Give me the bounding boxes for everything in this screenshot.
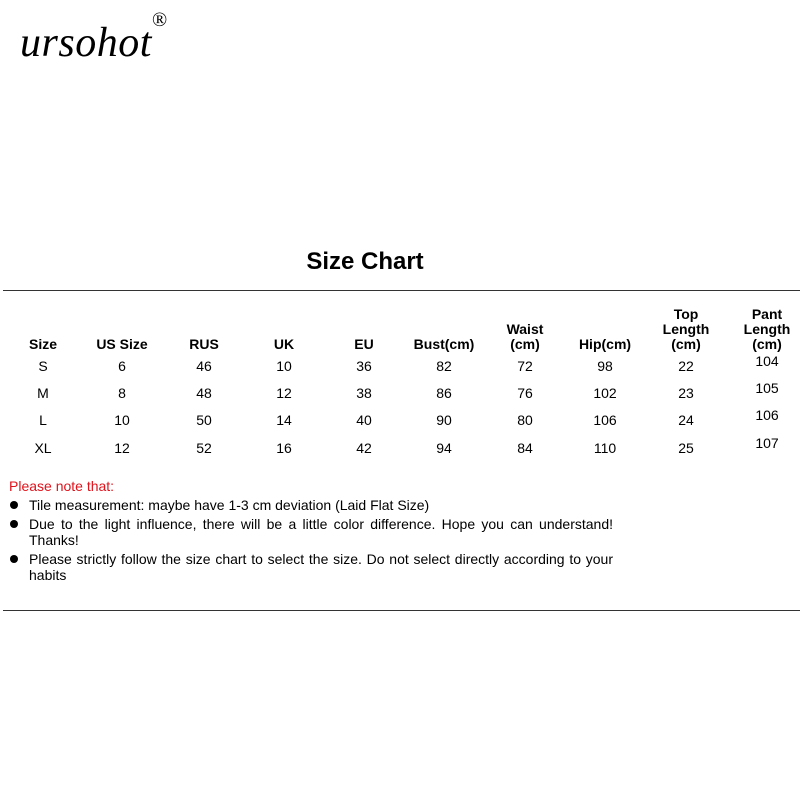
column-header-line: Top [673, 306, 699, 322]
column-header-line: UK [273, 336, 295, 352]
column-header [4, 337, 82, 352]
table-cell: 36 [356, 358, 372, 374]
top-divider [3, 290, 800, 291]
table-cell: 25 [678, 440, 694, 456]
column-header-line: US Size [96, 336, 148, 352]
page-title: Size Chart [306, 248, 424, 275]
column-header-line: (cm) [752, 336, 782, 352]
table-cell: 38 [356, 385, 372, 401]
table-cell: 6 [118, 358, 126, 374]
table-cell: 98 [597, 358, 613, 374]
column-header-line: EU [354, 336, 374, 352]
table-cell: 106 [755, 407, 779, 423]
table-cell: 94 [436, 440, 452, 456]
table-cell: 12 [276, 385, 292, 401]
column-header [486, 322, 564, 352]
table-cell: 40 [356, 412, 372, 428]
brand-name: ursohot [20, 20, 152, 66]
table-cell: 16 [276, 440, 292, 456]
bullet-icon [10, 555, 18, 563]
column-header-line: RUS [189, 336, 219, 352]
table-cell: 106 [593, 412, 617, 428]
note-item [0, 497, 613, 513]
table-cell: L [39, 412, 47, 428]
bullet-icon [10, 520, 18, 528]
registered-mark: ® [152, 9, 168, 31]
table-cell: 48 [196, 385, 212, 401]
table-cell: 24 [678, 412, 694, 428]
table-cell: 76 [517, 385, 533, 401]
column-header-line: Length [662, 321, 710, 337]
table-cell: 104 [755, 353, 779, 369]
column-header [325, 337, 403, 352]
table-cell: 107 [755, 435, 779, 451]
table-cell: 14 [276, 412, 292, 428]
column-header [245, 337, 323, 352]
table-cell: 105 [755, 380, 779, 396]
table-cell: 23 [678, 385, 694, 401]
table-cell: 84 [517, 440, 533, 456]
table-cell: XL [34, 440, 52, 456]
table-cell: 22 [678, 358, 694, 374]
column-header-line: Bust(cm) [413, 336, 475, 352]
table-cell: 50 [196, 412, 212, 428]
table-cell: 82 [436, 358, 452, 374]
bullet-icon [10, 501, 18, 509]
table-cell: M [37, 385, 49, 401]
column-header-line: Pant [751, 306, 783, 322]
column-header [165, 337, 243, 352]
table-cell: 86 [436, 385, 452, 401]
column-header [405, 337, 483, 352]
column-header [728, 307, 800, 352]
column-header-line: Length [743, 321, 791, 337]
table-cell: 80 [517, 412, 533, 428]
bottom-divider [3, 610, 800, 611]
column-header-line: (cm) [510, 336, 540, 352]
note-item [0, 551, 613, 583]
table-cell: 90 [436, 412, 452, 428]
column-header [647, 307, 725, 352]
table-cell: 110 [593, 440, 617, 456]
table-cell: 102 [593, 385, 617, 401]
table-cell: 10 [114, 412, 130, 428]
column-header-line: (cm) [671, 336, 701, 352]
table-cell: 10 [276, 358, 292, 374]
table-cell: 72 [517, 358, 533, 374]
note-text: Please strictly follow the size chart to select the size. Do not select directly according to your habits [29, 551, 613, 583]
table-cell: S [38, 358, 48, 374]
note-item [0, 516, 613, 548]
brand-logo [20, 9, 168, 68]
notes-title: Please note that: [9, 478, 115, 494]
table-cell: 42 [356, 440, 372, 456]
table-cell: 46 [196, 358, 212, 374]
column-header-line: Size [28, 336, 57, 352]
table-cell: 8 [118, 385, 126, 401]
column-header [566, 337, 644, 352]
note-text: Tile measurement: maybe have 1-3 cm deviation (Laid Flat Size) [29, 497, 430, 513]
column-header-line: Hip(cm) [578, 336, 632, 352]
table-cell: 12 [114, 440, 130, 456]
column-header [83, 337, 161, 352]
note-text: Due to the light influence, there will be a little color difference. Hope you can understand! Thanks! [29, 516, 613, 548]
notes-list [0, 497, 640, 586]
column-header-line: Waist [506, 321, 544, 337]
table-cell: 52 [196, 440, 212, 456]
